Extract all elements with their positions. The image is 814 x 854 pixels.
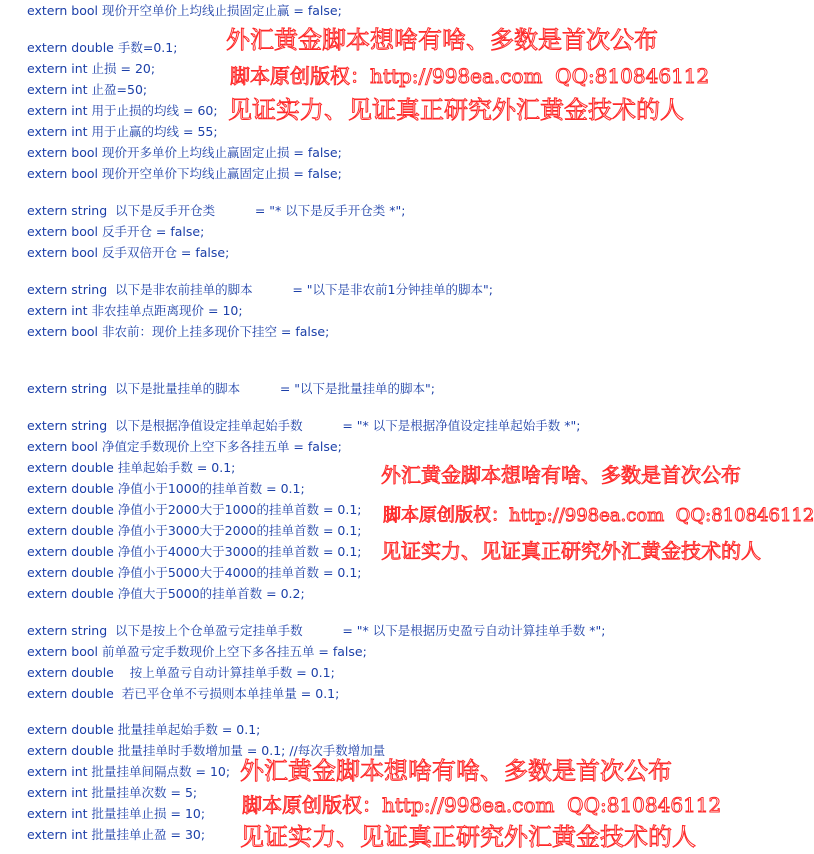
code-line: extern string 以下是根据净值设定挂单起始手数 = "* 以下是根据净值设定挂单起始手数 *"; [27,418,581,433]
watermark-tagline: 见证实力、见证真正研究外汇黄金技术的人 [228,96,684,124]
code-line: extern int 用于止损的均线 = 60; [27,103,218,118]
watermark-copyright: 脚本原创版权：http://998ea.com QQ:810846112 [383,505,814,526]
code-line: extern int 止损 = 20; [27,61,156,76]
watermark-copyright: 脚本原创版权：http://998ea.com QQ:810846112 [230,64,710,88]
watermark-tagline: 见证实力、见证真正研究外汇黄金技术的人 [381,539,761,563]
watermark-headline: 外汇黄金脚本想啥有啥、多数是首次公布 [226,26,658,54]
code-line: extern bool 净值定手数现价上空下多各挂五单 = false; [27,439,342,454]
code-line: extern string 以下是按上个仓单盈亏定挂单手数 = "* 以下是根据历史盈亏自动计算挂单手数 *"; [27,623,606,638]
code-line: extern string 以下是非农前挂单的脚本 = "以下是非农前1分钟挂单的脚本"; [27,282,493,297]
code-line: extern double 批量挂单时手数增加量 = 0.1; //每次手数增加量 [27,743,386,758]
watermark-headline: 外汇黄金脚本想啥有啥、多数是首次公布 [381,463,741,487]
code-line: extern bool 反手开仓 = false; [27,224,205,239]
code-line: extern int 用于止赢的均线 = 55; [27,124,218,139]
code-line: extern double 手数=0.1; [27,40,178,55]
code-line: extern int 止盈=50; [27,82,148,97]
watermark-tagline: 见证实力、见证真正研究外汇黄金技术的人 [240,823,696,851]
watermark-headline: 外汇黄金脚本想啥有啥、多数是首次公布 [240,757,672,785]
code-line: extern int 批量挂单次数 = 5; [27,785,198,800]
code-line: extern double 净值小于5000大于4000的挂单首数 = 0.1; [27,565,362,580]
code-line: extern bool 现价开空单价下均线止赢固定止损 = false; [27,166,342,181]
code-line: extern bool 现价开多单价上均线止赢固定止损 = false; [27,145,342,160]
code-line: extern int 批量挂单止盈 = 30; [27,827,206,842]
code-line: extern double 净值小于2000大于1000的挂单首数 = 0.1; [27,502,362,517]
code-line: extern bool 前单盈亏定手数现价上空下多各挂五单 = false; [27,644,367,659]
code-line: extern int 批量挂单止损 = 10; [27,806,206,821]
code-line: extern double 净值小于4000大于3000的挂单首数 = 0.1; [27,544,362,559]
code-line: extern double 批量挂单起始手数 = 0.1; [27,722,261,737]
code-line: extern double 净值小于3000大于2000的挂单首数 = 0.1; [27,523,362,538]
code-line: extern double 若已平仓单不亏损则本单挂单量 = 0.1; [27,686,340,701]
code-line: extern double 挂单起始手数 = 0.1; [27,460,236,475]
code-line: extern int 批量挂单间隔点数 = 10; [27,764,231,779]
code-line: extern bool 非农前：现价上挂多现价下挂空 = false; [27,324,330,339]
code-line: extern int 非农挂单点距离现价 = 10; [27,303,243,318]
code-line: extern bool 反手双倍开仓 = false; [27,245,230,260]
code-line: extern string 以下是反手开仓类 = "* 以下是反手开仓类 *"; [27,203,406,218]
code-line: extern bool 现价开空单价上均线止损固定止赢 = false; [27,3,342,18]
code-line: extern string 以下是批量挂单的脚本 = "以下是批量挂单的脚本"; [27,381,435,396]
code-line: extern double 净值小于1000的挂单首数 = 0.1; [27,481,305,496]
code-line: extern double 净值大于5000的挂单首数 = 0.2; [27,586,305,601]
watermark-copyright: 脚本原创版权：http://998ea.com QQ:810846112 [242,793,722,817]
code-line: extern double 按上单盈亏自动计算挂单手数 = 0.1; [27,665,335,680]
